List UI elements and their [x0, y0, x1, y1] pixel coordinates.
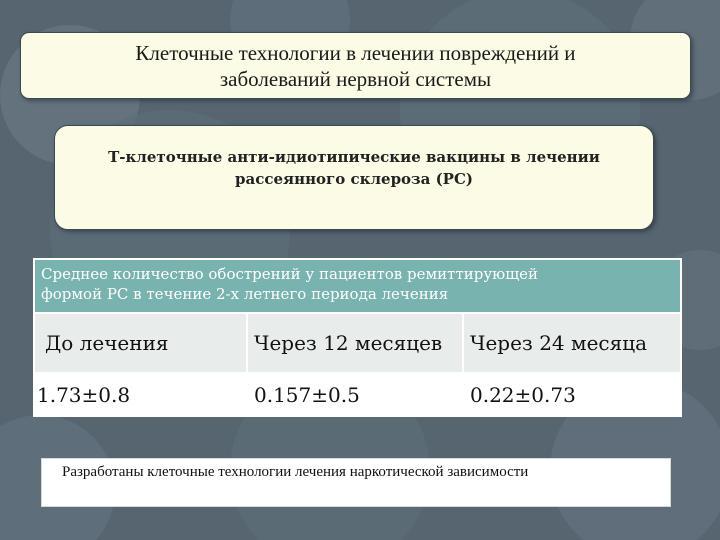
- table-cell-24-months: 0.22±0.73: [463, 373, 681, 416]
- table-row: [34, 373, 681, 416]
- results-table: [33, 258, 682, 417]
- slide-title-line-1: Клеточные технологии в лечении повреждений и: [135, 40, 576, 65]
- note-box: [41, 458, 671, 507]
- slide-subtitle: [54, 125, 654, 230]
- table-caption-line-1: Среднее количество обострений у пациентов ремиттирующей: [41, 265, 539, 283]
- table-header-before: До лечения: [34, 313, 247, 373]
- table-caption: [34, 259, 681, 313]
- table-cell-before: 1.73±0.8: [34, 373, 247, 416]
- slide-title-line-2: заболеваний нервной системы: [219, 66, 492, 91]
- note-text: Разработаны клеточные технологии лечения наркотической зависимости: [62, 464, 529, 480]
- slide-subtitle-line-1: Т-клеточные анти-идиотипические вакцины в лечении: [108, 148, 600, 166]
- table-header-24-months: Через 24 месяца: [463, 313, 681, 373]
- table-header-row: [34, 313, 681, 373]
- slide-title: [20, 32, 691, 99]
- table-caption-row: [34, 259, 681, 313]
- table-cell-12-months: 0.157±0.5: [247, 373, 463, 416]
- table-header-12-months: Через 12 месяцев: [247, 313, 463, 373]
- slide-subtitle-line-2: рассеянного склероза (РС): [235, 170, 473, 188]
- table-caption-line-2: формой РС в течение 2-х летнего периода лечения: [41, 285, 449, 303]
